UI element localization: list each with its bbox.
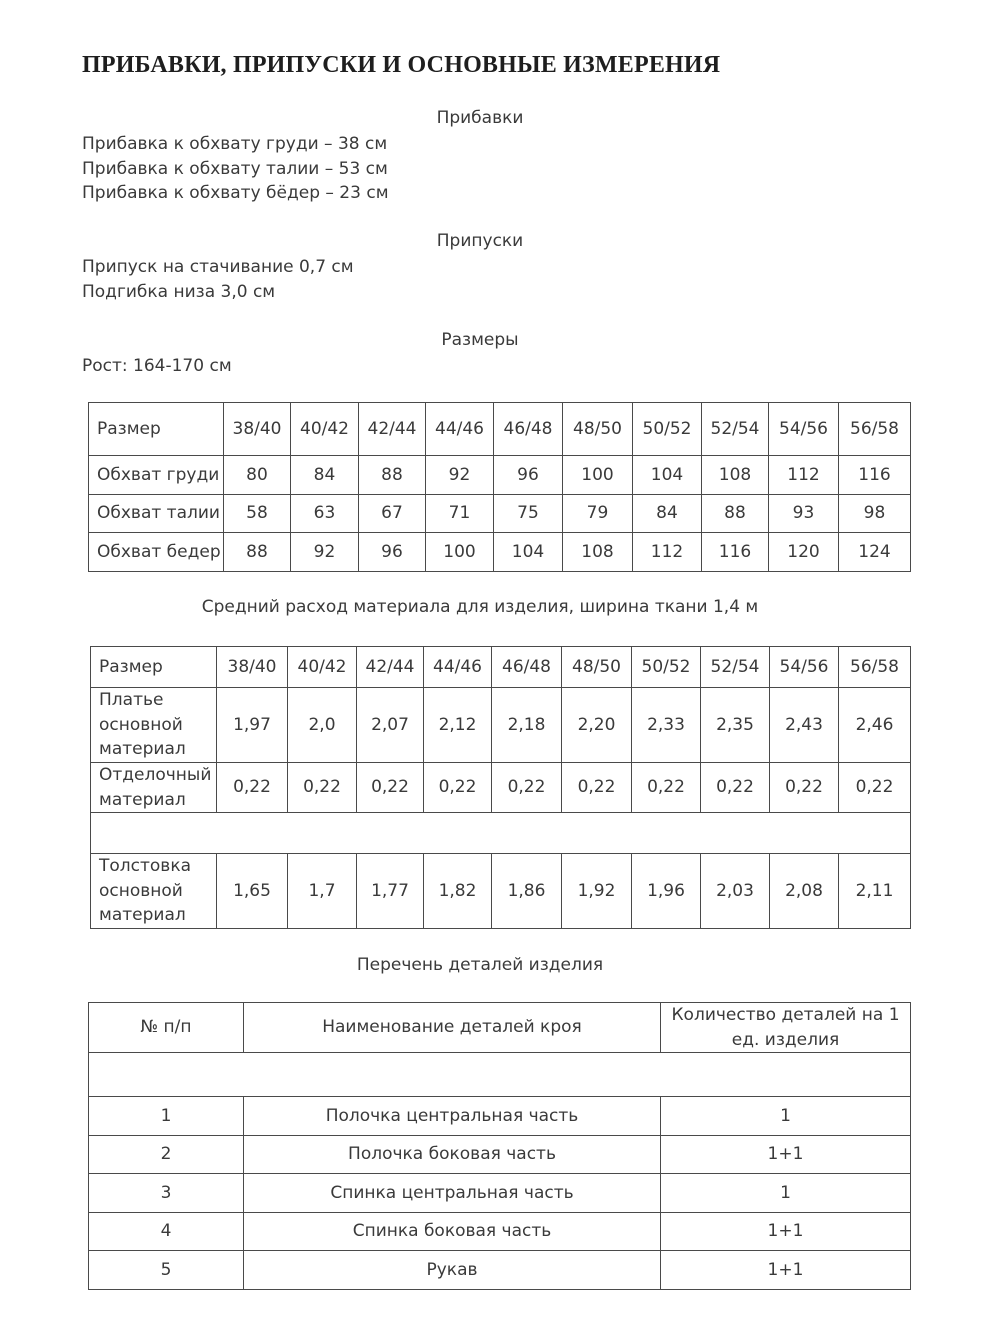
part-quantity: 1+1 [661,1212,911,1251]
table-cell: 1,77 [357,854,424,929]
fabric-table [90,646,911,929]
size-header-label: Размер [89,403,224,456]
table-cell: 2,08 [770,854,839,929]
table-cell: 1,82 [424,854,492,929]
size-header-cell: 54/56 [769,403,839,456]
table-cell: 0,22 [770,763,839,813]
table-cell: 0,22 [288,763,357,813]
table-cell: 0,22 [839,763,911,813]
fabric-heading: Средний расход материала для изделия, ширина ткани 1,4 м [201,597,759,617]
table-cell: 79 [563,494,633,533]
table-cell: 1,86 [492,854,562,929]
size-row-waist [89,494,911,533]
table-cell: 2,20 [562,688,632,763]
size-header-cell: 44/46 [426,403,494,456]
table-cell: 116 [702,533,769,572]
table-cell: 1,96 [632,854,701,929]
table-cell: 88 [359,456,426,495]
fabric-header-cell: 42/44 [357,647,424,688]
table-cell: 120 [769,533,839,572]
part-name: Рукав [244,1251,661,1290]
part-name: Спинка боковая часть [244,1212,661,1251]
part-number: 5 [89,1251,244,1290]
row-label [91,854,217,929]
row-label-line: материал [99,905,186,926]
table-cell: 112 [633,533,702,572]
table-cell: 2,33 [632,688,701,763]
table-cell: 92 [426,456,494,495]
sizes-heading: Размеры [441,330,519,350]
table-row [89,1212,911,1251]
part-number: 1 [89,1097,244,1136]
part-number: 2 [89,1135,244,1174]
table-cell: 108 [702,456,769,495]
size-header-cell: 50/52 [633,403,702,456]
fabric-row-spacer [91,813,911,854]
size-row-hips [89,533,911,572]
part-quantity: 1 [661,1097,911,1136]
row-label-line: Отделочный [99,765,212,785]
size-row-chest [89,456,911,495]
parts-table [88,1002,911,1290]
fabric-header-cell: 40/42 [288,647,357,688]
table-cell: 84 [291,456,359,495]
row-label-line: Толстовка [99,856,192,877]
part-name: Полочка центральная часть [244,1097,661,1136]
table-cell: 80 [224,456,291,495]
parts-header-name: Наименование деталей кроя [244,1003,661,1053]
row-label: Обхват груди [89,456,224,495]
parts-row-spacer [89,1053,911,1097]
fabric-header-cell: 44/46 [424,647,492,688]
table-cell: 116 [839,456,911,495]
allowances-heading: Прибавки [436,108,524,128]
fabric-header-cell: 52/54 [701,647,770,688]
table-cell: 2,0 [288,688,357,763]
fabric-header-cell: 54/56 [770,647,839,688]
table-cell: 2,07 [357,688,424,763]
table-cell: 0,22 [632,763,701,813]
page-title: ПРИБАВКИ, ПРИПУСКИ И ОСНОВНЫЕ ИЗМЕРЕНИЯ [82,52,721,78]
row-label: Обхват талии [89,494,224,533]
table-cell: 92 [291,533,359,572]
allowance-hips: Прибавка к обхвату бёдер – 23 см [82,183,389,203]
table-cell: 0,22 [701,763,770,813]
parts-heading: Перечень деталей изделия [356,955,604,975]
parts-header-quantity [661,1003,911,1053]
fabric-row-dress [91,688,911,763]
table-cell: 1,7 [288,854,357,929]
fabric-header-cell: 46/48 [492,647,562,688]
size-header-cell: 46/48 [494,403,563,456]
part-number: 3 [89,1174,244,1213]
table-cell: 2,46 [839,688,911,763]
fabric-row-hoodie [91,854,911,929]
table-cell: 112 [769,456,839,495]
row-label-line: основной [99,714,183,735]
size-header-cell: 42/44 [359,403,426,456]
header-line: ед. изделия [731,1029,840,1050]
table-cell: 93 [769,494,839,533]
row-label-line: Платье [99,690,164,711]
part-quantity: 1+1 [661,1135,911,1174]
size-header-cell: 52/54 [702,403,769,456]
table-cell: 108 [563,533,633,572]
size-header-cell: 56/58 [839,403,911,456]
row-label-line: материал [99,739,186,760]
table-cell: 71 [426,494,494,533]
table-row [89,1097,911,1136]
hem-allowance: Подгибка низа 3,0 см [82,281,276,302]
size-header-cell: 48/50 [563,403,633,456]
seams-heading: Припуски [436,231,524,251]
table-cell: 96 [494,456,563,495]
table-row [89,1174,911,1213]
row-label: Обхват бедер [89,533,224,572]
fabric-table-header [91,647,911,688]
row-label [91,688,217,763]
fabric-header-cell: 56/58 [839,647,911,688]
row-label-line: основной [99,880,183,901]
table-cell: 75 [494,494,563,533]
table-cell: 1,97 [217,688,288,763]
part-name: Спинка центральная часть [244,1174,661,1213]
table-cell: 124 [839,533,911,572]
table-cell: 2,43 [770,688,839,763]
table-row [89,1251,911,1290]
size-table-header [89,403,911,456]
seam-allowance: Припуск на стачивание 0,7 см [82,257,354,277]
table-cell: 0,22 [357,763,424,813]
height-range: Рост: 164-170 см [82,356,232,376]
seams-list [82,255,354,304]
table-cell: 67 [359,494,426,533]
size-header-cell: 40/42 [291,403,359,456]
table-cell: 0,22 [217,763,288,813]
part-number: 4 [89,1212,244,1251]
table-cell: 2,35 [701,688,770,763]
table-cell: 0,22 [424,763,492,813]
parts-table-header [89,1003,911,1053]
table-cell: 2,12 [424,688,492,763]
size-table [88,402,911,572]
table-row [89,1135,911,1174]
table-cell: 0,22 [562,763,632,813]
table-cell: 58 [224,494,291,533]
spacer-cell [89,1053,911,1097]
part-name: Полочка боковая часть [244,1135,661,1174]
table-cell: 104 [494,533,563,572]
table-cell: 88 [224,533,291,572]
fabric-header-label: Размер [91,647,217,688]
table-cell: 88 [702,494,769,533]
part-quantity: 1 [661,1174,911,1213]
table-cell: 2,03 [701,854,770,929]
header-line: Количество деталей на 1 [671,1005,900,1025]
allowances-list [82,132,389,206]
table-cell: 1,65 [217,854,288,929]
part-quantity: 1+1 [661,1251,911,1290]
table-cell: 84 [633,494,702,533]
table-cell: 100 [563,456,633,495]
table-cell: 2,18 [492,688,562,763]
fabric-header-cell: 48/50 [562,647,632,688]
parts-header-number: № п/п [89,1003,244,1053]
row-label-line: материал [99,789,186,810]
fabric-header-cell: 50/52 [632,647,701,688]
table-cell: 63 [291,494,359,533]
table-cell: 2,11 [839,854,911,929]
table-cell: 98 [839,494,911,533]
spacer-cell [91,813,911,854]
table-cell: 1,92 [562,854,632,929]
table-cell: 100 [426,533,494,572]
allowance-chest: Прибавка к обхвату груди – 38 см [82,134,388,154]
size-header-cell: 38/40 [224,403,291,456]
table-cell: 96 [359,533,426,572]
table-cell: 104 [633,456,702,495]
fabric-row-trim [91,763,911,813]
table-cell: 0,22 [492,763,562,813]
allowance-waist: Прибавка к обхвату талии – 53 см [82,158,388,179]
fabric-header-cell: 38/40 [217,647,288,688]
row-label [91,763,217,813]
